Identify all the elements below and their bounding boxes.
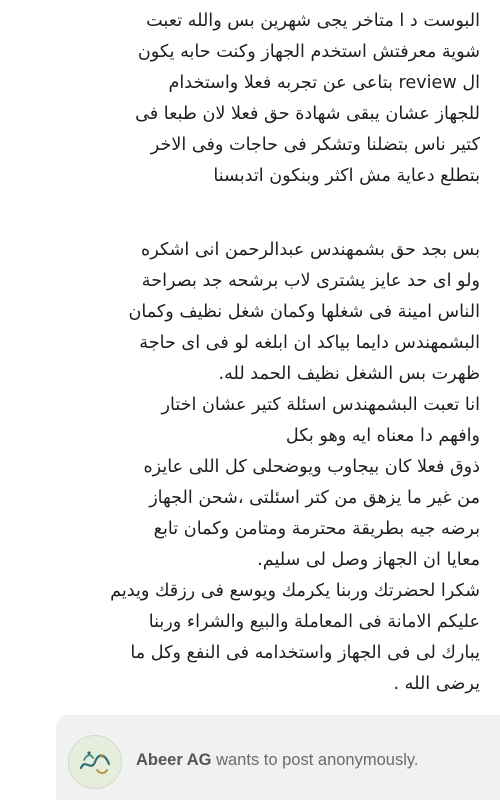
paragraph-gap xyxy=(10,192,480,235)
notice-message: wants to post anonymously. xyxy=(216,751,419,769)
poster-name[interactable]: Abeer AG xyxy=(136,751,212,769)
anonymous-post-notice xyxy=(56,715,500,800)
notice-text xyxy=(136,751,418,770)
post-paragraph-2: بس بجد حق بشمهندس عبدالرحمن انى اشكره ولو اى حد عايز يشترى لاب برشحه جد بصراحة الناس امينة فى شغلها وكمان شغل نظيف وكمان البشمهندس دايما بياكد ان ابلغه لو فى اى حاجة ظهرت بس الشغل نظيف الحمد لله. انا تعبت البشمهندس اسئلة كتير عشان اختار وافهم دا معناه ايه وهو بكل ذوق فعلا كان بيجاوب ويوضحلى كل اللى عايزه من غير ما يزهق من كتر اسئلتى ،شحن الجهاز برضه جيه بطريقة محترمة ومتامن وكمان تابع معايا ان الجهاز وصل لى سليم. شكرا لحضرتك وربنا يكرمك ويوسع فى رزقك ويديم عليكم الامانة فى المعاملة والبيع والشراء وربنا يبارك لى فى الجهاز واستخدامه فى النفع وكل ما يرضى الله . xyxy=(110,240,480,694)
calligraphy-logo-icon xyxy=(69,736,121,788)
post-paragraph-1: البوست د ا متاخر يجى شهرين بس والله تعبت شوية معرفتش استخدم الجهاز وكنت حابه يكون ال review بتاعى عن تجربه فعلا واستخدام للجهاز عشان يبقى شهادة حق فعلا لان طبعا فى كتير ناس بتضلنا وتشكر فى حاجات وفى الاخر بتطلع دعاية مش اكثر وبنكون اتدبسنا xyxy=(135,11,480,186)
avatar[interactable] xyxy=(68,735,122,789)
